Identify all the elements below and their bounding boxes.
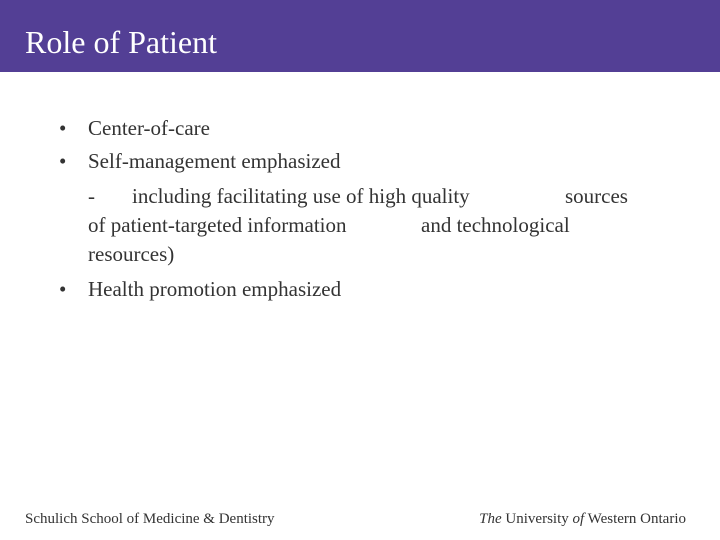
sub-item-dash: -: [88, 184, 95, 208]
sub-item-line2-a: of patient-targeted information: [88, 213, 347, 237]
footer-western-ontario: Western Ontario: [584, 511, 686, 527]
footer-university-name: [479, 510, 686, 528]
bullet-text: Center-of-care: [88, 116, 210, 140]
sub-item-line2-b: and technological: [421, 213, 570, 237]
slide-title: Role of Patient: [25, 24, 217, 60]
footer-university: University: [501, 511, 573, 527]
bullet-icon: •: [59, 116, 67, 140]
sub-item-line1-b: sources: [565, 184, 628, 208]
footer-school-name: Schulich School of Medicine & Dentistry: [25, 511, 275, 527]
footer-of: of: [572, 511, 585, 527]
bullet-icon: •: [59, 277, 67, 301]
bullet-text: Self-management emphasized: [88, 149, 341, 173]
footer-the: The: [479, 511, 502, 527]
sub-item-line3: resources): [88, 242, 175, 266]
bullet-text: Health promotion emphasized: [88, 277, 342, 301]
sub-item-line1-a: including facilitating use of high quality: [132, 184, 470, 208]
bullet-icon: •: [59, 149, 67, 173]
